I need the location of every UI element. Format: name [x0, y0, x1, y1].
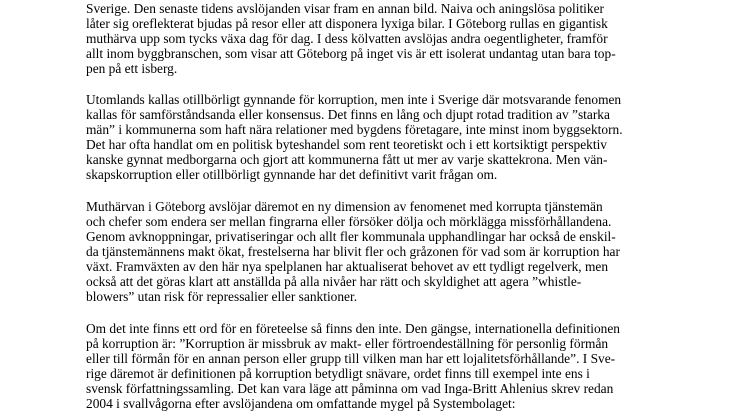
paragraph-line: på korruption är: ”Korruption är missbruk av makt- eller förtroendeställning för personlig förmån — [86, 336, 609, 351]
paragraph-line: växt. Framväxten av den här nya spelplanen har aktualiserat behovet av ett tydligt regelverk, men — [86, 259, 609, 274]
paragraph-line: Det har ofta handlat om en politisk byteshandel som rent teoretiskt och i ett kortsiktigt perspektiv — [86, 137, 608, 152]
paragraph-line: låter sig oreflekterat bjudas på resor eller att disponera lyxiga bilar. I Göteborg rullas en gigantisk — [86, 16, 608, 31]
paragraph-line: Om det inte finns ett ord för en företeelse så finns den inte. Den gängse, internationella definitionen — [86, 321, 620, 336]
paragraph-line: kanske gynnat medborgarna och gjort att kommunerna fått ut mer av varje skattekrona. Men vän- — [86, 152, 608, 167]
paragraph-line: 2004 i svallvågorna efter avslöjandena om omfattande mygel på Systembolaget: — [86, 396, 516, 411]
paragraph-line: pen på ett isberg. — [86, 61, 178, 76]
paragraph-line: och chefer som endera ser mellan fingrarna eller försöker dölja och mörklägga missförhållandena. — [86, 214, 612, 229]
paragraph-line: blowers” utan risk för repressalier eller sanktioner. — [86, 289, 358, 304]
paragraph-line: skapskorruption eller otillbörligt gynnande har det definitivt varit frågan om. — [86, 167, 498, 182]
paragraph-line: svensk författningssamling. Det kan vara läge att påminna om vad Inga-Britt Ahlenius skrev redan — [86, 381, 614, 396]
paragraph-line: eller till förmån för en annan person eller grupp till vilken man har ett lojalitetsförhållande”. I Sve- — [86, 351, 616, 366]
paragraph-line: allt inom byggbranschen, som visar att Göteborg på inget vis är ett isolerat undantag utan bara top- — [86, 46, 616, 61]
paragraph-line: rige däremot är definitionen på korruption betydligt snävare, ordet finns till exempel inte ens i — [86, 366, 590, 381]
paragraph-line: kallas för samförståndsanda eller konsensus. Det finns en lång och djupt rotad tradition av ”starka — [86, 107, 610, 122]
paragraph-line: Utomlands kallas otillbörligt gynnande för korruption, men inte i Sverige där motsvarande fenomen — [86, 92, 622, 107]
paragraph-line: muthärva upp som tycks växa dag för dag. I dess kölvatten avslöjas andra oegentligheter, framför — [86, 31, 608, 46]
paragraph-line: Sverige. Den senaste tidens avslöjanden visar fram en annan bild. Naiva och aningslösa politiker — [86, 1, 604, 16]
paragraph-line: män” i kommunerna som haft nära relationer med bygdens företagare, inte minst inom byggsektorn. — [86, 122, 623, 137]
paragraph-line: da tjänstemännens makt ökat, frestelserna har blivit fler och gråzonen för vad som är korruption har — [86, 244, 620, 259]
paragraph-line: Muthärvan i Göteborg avslöjar däremot en ny dimension av fenomenet med korrupta tjänstemän — [86, 199, 603, 214]
paragraph-line: Genom avknoppningar, privatiseringar och allt fler kommunala upphandlingar har också de enskil- — [86, 229, 616, 244]
paragraph-line: också att det göras klart att anställda på alla nivåer har rätt och skyldighet att agera ”whistle- — [86, 274, 582, 289]
